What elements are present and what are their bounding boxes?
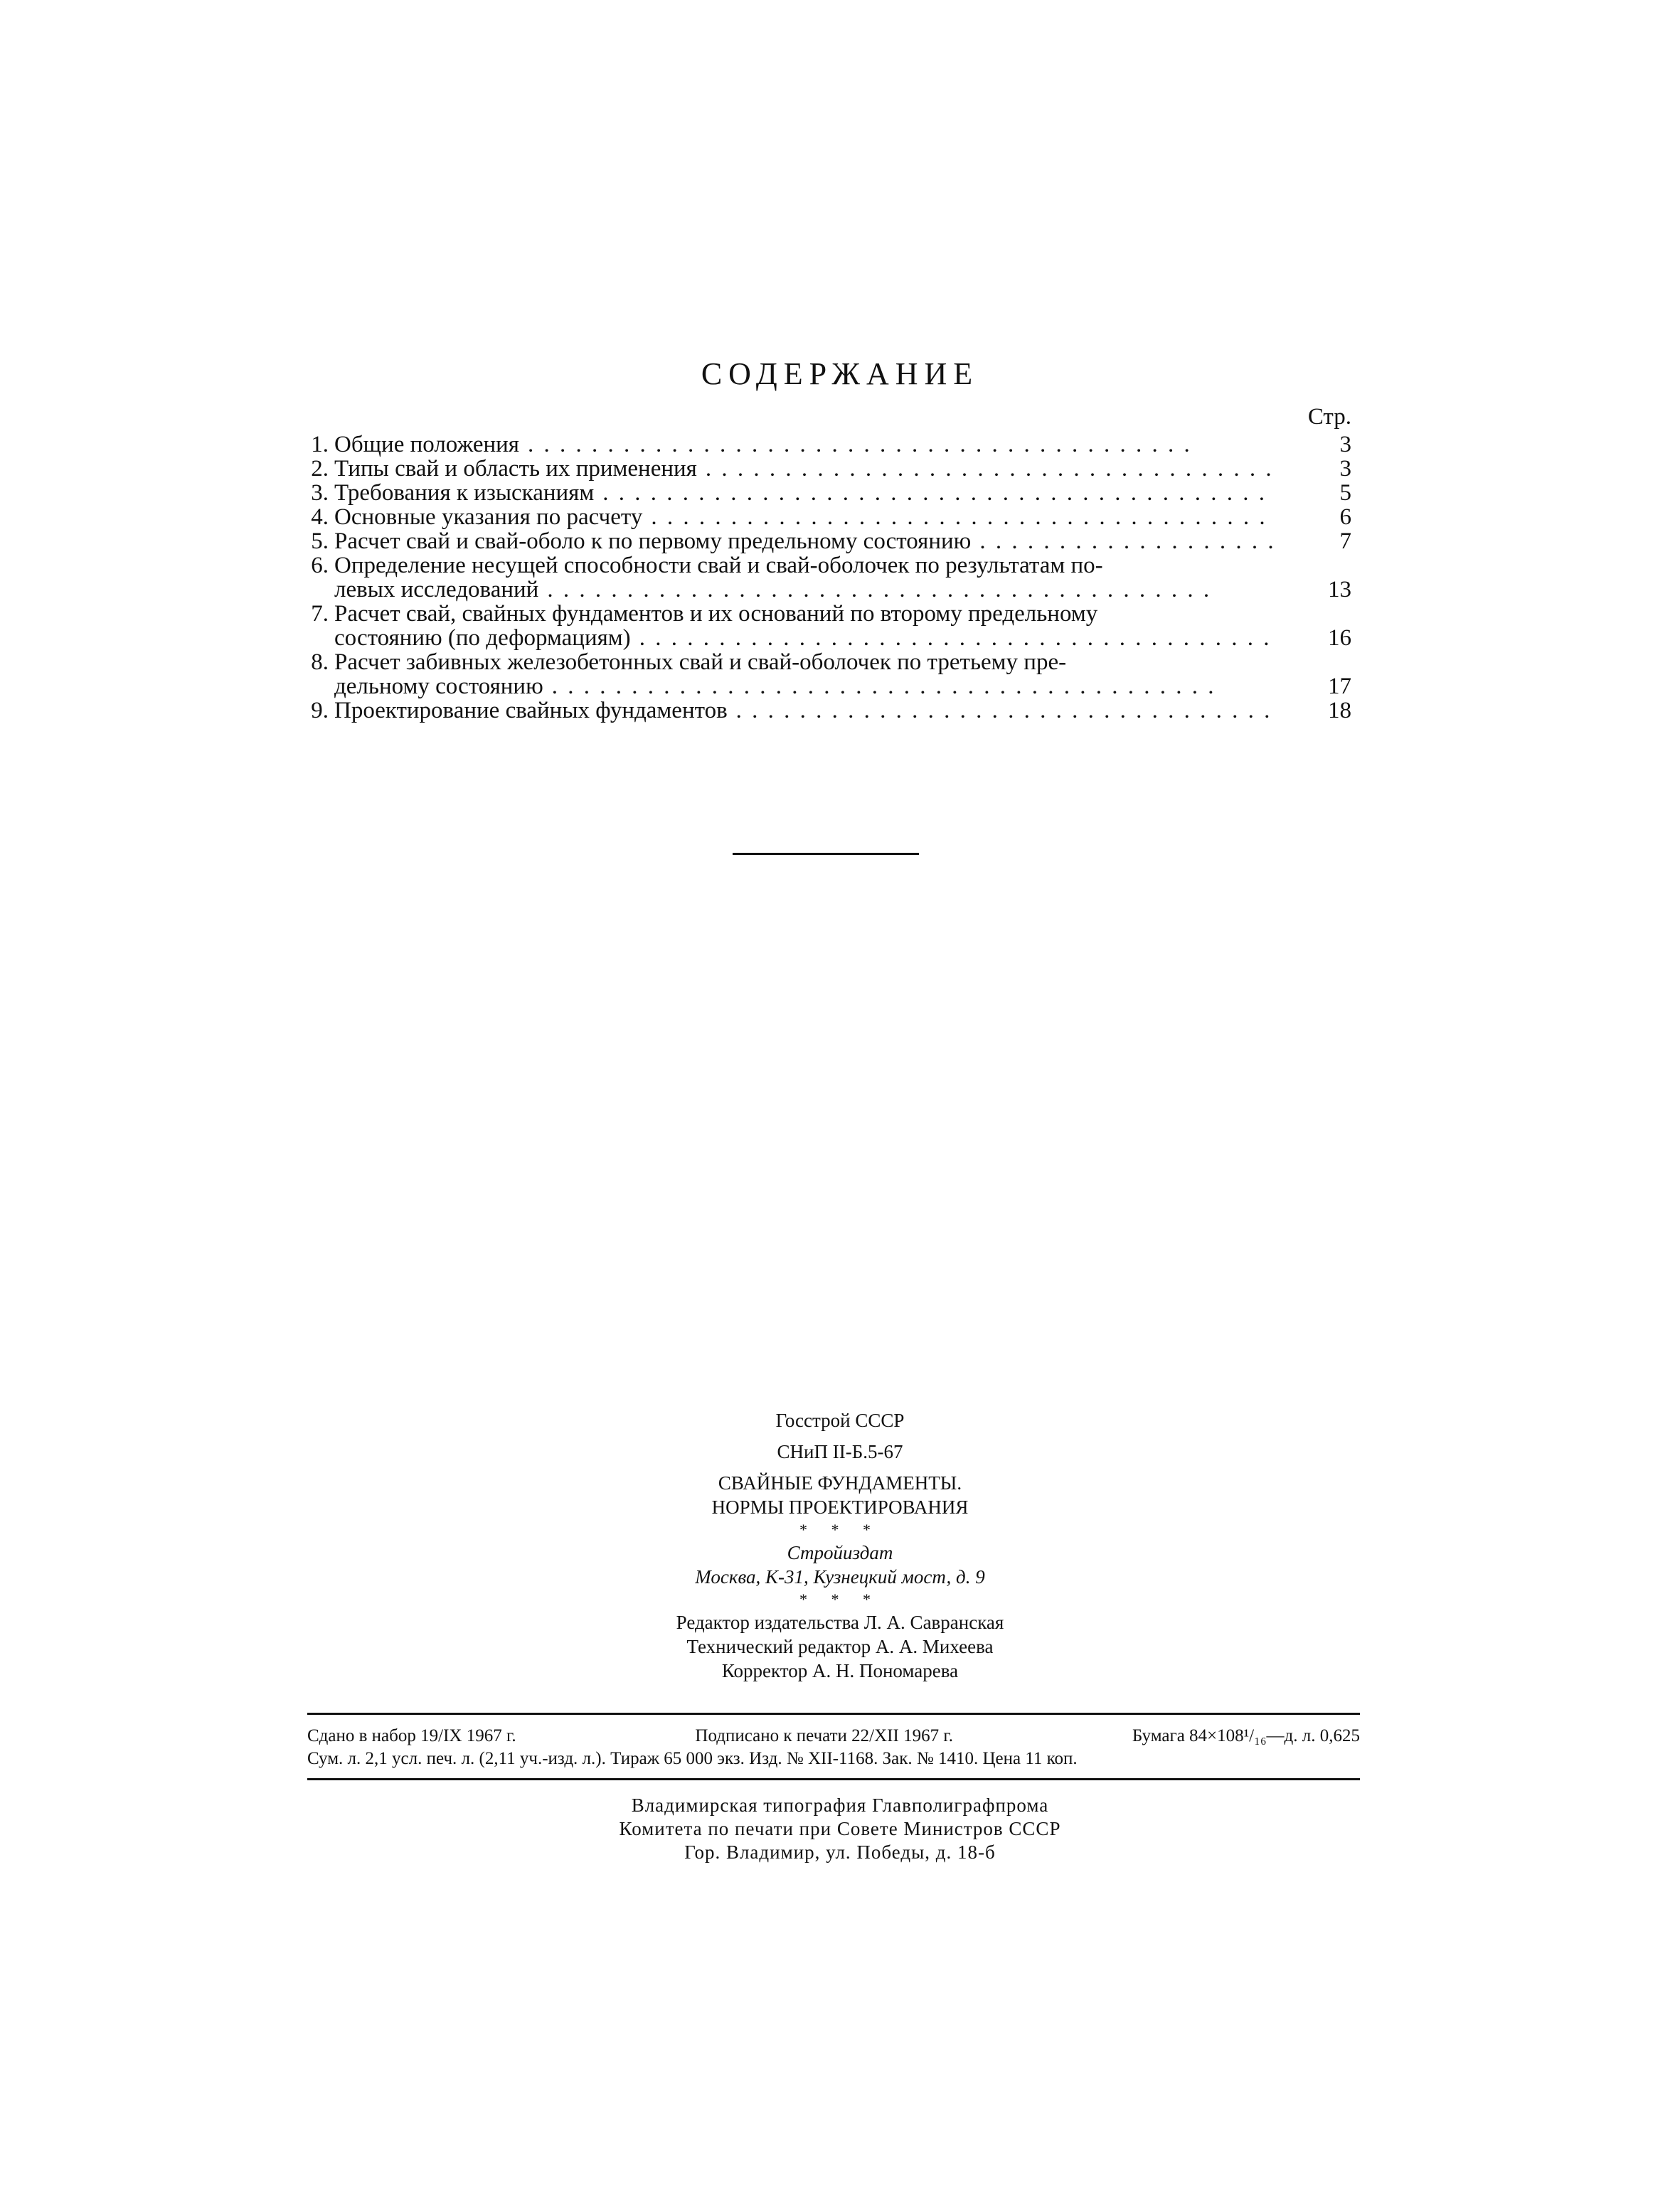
colophon-address: Москва, К-31, Кузнецкий мост, д. 9 <box>695 1566 985 1588</box>
toc-leader-dots <box>639 626 1276 650</box>
toc-item-page: 16 <box>1328 625 1351 651</box>
imprint-row <box>307 1748 1360 1770</box>
toc-item <box>299 602 1351 650</box>
toc-item-text: Общие положения <box>334 432 519 457</box>
toc-item-number: 5. <box>311 528 329 554</box>
imprint-signed-date: Подписано к печати 22/XII 1967 г. <box>695 1726 954 1745</box>
colophon-title-line1: СВАЙНЫЕ ФУНДАМЕНТЫ. <box>718 1472 962 1494</box>
toc-item-text: Расчет забивных железобетонных свай и свай-оболочек по третьему пре- <box>334 649 1067 675</box>
toc-item-page: 13 <box>1328 577 1351 602</box>
colophon <box>0 1408 1680 1683</box>
colophon-code: СНиП II-Б.5-67 <box>777 1441 903 1462</box>
toc-item-text: Основные указания по расчету <box>334 504 643 530</box>
imprint-typeset-date: Сдано в набор 19/IX 1967 г. <box>307 1726 516 1745</box>
toc-title: СОДЕРЖАНИЕ <box>701 356 979 391</box>
printer-line1: Владимирская типография Главполиграфпрома <box>631 1795 1049 1816</box>
toc-item-page: 18 <box>1328 698 1351 723</box>
toc-item-text: Требования к изысканиям <box>334 480 595 506</box>
toc-page-header: Стр. <box>1307 404 1351 430</box>
toc-item-page: 17 <box>1328 674 1351 699</box>
colophon-corrector: Корректор А. Н. Пономарева <box>721 1660 959 1681</box>
toc-leader-dots <box>651 505 1276 529</box>
colophon-title-line2: НОРМЫ ПРОЕКТИРОВАНИЯ <box>711 1496 969 1518</box>
toc-leader-dots <box>706 457 1276 481</box>
toc-item-number: 8. <box>311 649 329 675</box>
toc-item-number: 3. <box>311 480 329 506</box>
printer-line3: Гор. Владимир, ул. Победы, д. 18-б <box>684 1841 996 1863</box>
toc-item <box>299 432 1351 457</box>
toc-item-number: 4. <box>311 504 329 530</box>
imprint-block <box>307 1725 1360 1770</box>
toc-item <box>299 650 1351 698</box>
toc-item-page: 7 <box>1339 528 1351 554</box>
toc-item-continuation: левых исследований <box>334 577 539 602</box>
colophon-tech-editor: Технический редактор А. А. Михеева <box>686 1636 994 1657</box>
section-divider <box>733 853 919 855</box>
colophon-org: Госстрой СССР <box>775 1410 905 1431</box>
toc-item-page: 6 <box>1339 504 1351 530</box>
toc-leader-dots <box>547 578 1276 602</box>
toc-leader-dots <box>552 674 1276 698</box>
colophon-publisher: Стройиздат <box>787 1542 893 1563</box>
stars-separator: * * * <box>799 1521 881 1538</box>
toc-item-page: 3 <box>1339 456 1351 482</box>
toc-item <box>299 457 1351 481</box>
toc-leader-dots <box>602 481 1276 505</box>
toc-leader-dots <box>736 698 1276 723</box>
toc-item-text: Типы свай и область их применения <box>334 456 697 482</box>
toc-item-page: 3 <box>1339 432 1351 457</box>
imprint-details: Сум. л. 2,1 усл. печ. л. (2,11 уч.-изд. л.). Тираж 65 000 экз. Изд. № XII-1168. Зак. № 1410. Цена 11 коп. <box>307 1749 1078 1768</box>
toc-item <box>299 698 1351 723</box>
toc-item-continuation: состоянию (по деформациям) <box>334 625 631 651</box>
toc-item <box>299 553 1351 602</box>
toc-item-number: 7. <box>311 601 329 627</box>
imprint-row <box>307 1725 1360 1748</box>
stars-separator: * * * <box>799 1590 881 1608</box>
imprint-rule-bottom <box>307 1778 1360 1780</box>
toc-item-number: 1. <box>311 432 329 457</box>
toc-item-text: Расчет свай и свай-оболо к по первому предельному состоянию <box>334 528 972 554</box>
toc-item-page: 5 <box>1339 480 1351 506</box>
toc-item <box>299 505 1351 529</box>
toc-item-continuation: дельному состоянию <box>334 674 543 699</box>
toc-leader-dots <box>528 432 1276 457</box>
toc-item <box>299 481 1351 505</box>
toc-item <box>299 529 1351 553</box>
toc-item-text: Проектирование свайных фундаментов <box>334 698 728 723</box>
toc-item-number: 9. <box>311 698 329 723</box>
table-of-contents <box>299 432 1351 723</box>
toc-item-number: 2. <box>311 456 329 482</box>
toc-leader-dots <box>979 529 1276 553</box>
toc-item-number: 6. <box>311 553 329 578</box>
toc-item-text: Определение несущей способности свай и свай-оболочек по результатам по- <box>334 553 1103 578</box>
colophon-editor: Редактор издательства Л. А. Савранская <box>676 1612 1004 1633</box>
printer-line2: Комитета по печати при Совете Министров СССР <box>619 1818 1061 1839</box>
printer-info <box>0 1794 1680 1864</box>
imprint-paper: Бумага 84×108¹/₁₆—д. л. 0,625 <box>1132 1726 1360 1745</box>
toc-item-text: Расчет свай, свайных фундаментов и их оснований по второму предельному <box>334 601 1098 627</box>
imprint-rule-top <box>307 1713 1360 1715</box>
